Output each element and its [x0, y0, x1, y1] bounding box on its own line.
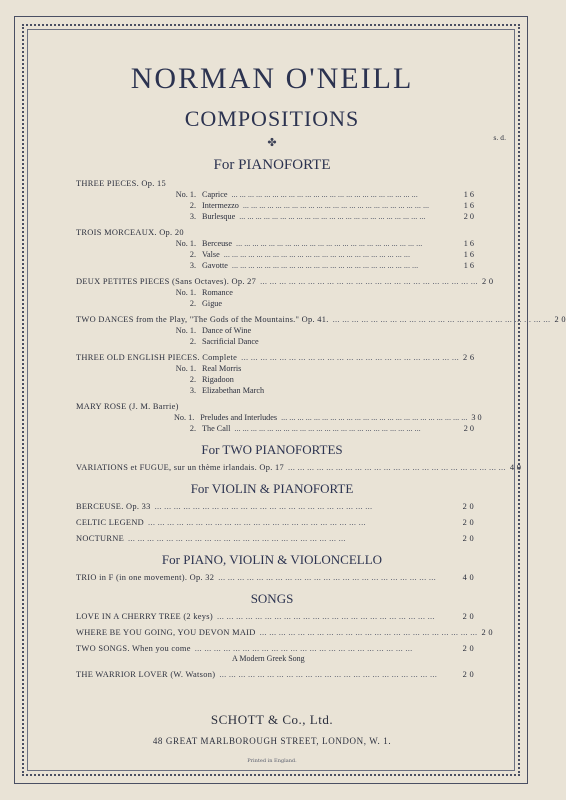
leader-dots: ... ... ... ... ... ... ... ... ... ... ... ... ... ... ... ... ... ... ... ... ... ... ...: [241, 353, 460, 362]
work-price: 4 0: [462, 573, 474, 582]
movement-title: Sacrificial Dance: [202, 337, 259, 346]
movement-number: No. 1.: [175, 326, 196, 335]
movement-row: [34, 298, 510, 309]
movement-number: 3.: [189, 212, 196, 221]
leader-dots: ... ... ... ... ... ... ... ... ... ... ... ... ... ... ... ... ... ... ... ... ... ... ...: [219, 670, 438, 679]
movement-title: Intermezzo: [202, 201, 239, 210]
movement-number: 2.: [189, 337, 196, 346]
leader-dots: ... ... ... ... ... ... ... ... ... ... ... ... ... ... ... ... ... ... ... ... ... ... ...: [194, 644, 413, 653]
work-entry: [34, 533, 510, 544]
work-price: 2 0: [462, 612, 474, 621]
work-entry: [34, 401, 510, 434]
movement-row: [34, 189, 510, 200]
work-row: [34, 401, 510, 412]
movement-title: Burlesque: [202, 212, 236, 221]
work-entry: [34, 627, 510, 638]
movement-row: [34, 287, 510, 298]
section-title: For VIOLIN & PIANOFORTE: [190, 481, 354, 496]
ornament-icon: ✤: [267, 136, 277, 149]
leader-dots: ... ... ... ... ... ... ... ... ... ... ... ... ... ... ... ... ... ... ... ... ... ... ...: [231, 190, 418, 199]
composer-name: NORMAN O'NEILL: [130, 62, 414, 95]
work-title: VARIATIONS et FUGUE, sur un thème irlandais. Op. 17: [76, 463, 284, 472]
work-entry: [34, 572, 510, 583]
movement-row: [34, 363, 510, 374]
leader-dots: ... ... ... ... ... ... ... ... ... ... ... ... ... ... ... ... ... ... ... ... ... ... ...: [259, 628, 478, 637]
publisher-address: 48 GREAT MARLBOROUGH STREET, LONDON, W. 1.: [152, 736, 392, 746]
movement-title: Rigadoon: [202, 375, 234, 384]
movement-title: Valse: [202, 250, 220, 259]
work-row: [34, 178, 510, 189]
movement-row: [34, 211, 510, 222]
work-title: THE WARRIOR LOVER (W. Watson): [76, 670, 216, 679]
movement-row: [34, 385, 510, 396]
movement-title: The Call: [202, 424, 231, 433]
leader-dots: ... ... ... ... ... ... ... ... ... ... ... ... ... ... ... ... ... ... ... ... ... ... ...: [236, 239, 423, 248]
movement-title: Caprice: [202, 190, 228, 199]
work-entry: [34, 501, 510, 512]
work-entry: [34, 643, 510, 664]
work-title: TWO SONGS. When you come: [76, 644, 191, 653]
work-row: [34, 611, 510, 622]
movement-price: 3 0: [471, 413, 482, 422]
work-price: 2 0: [481, 277, 494, 286]
movement-number: 3.: [189, 261, 196, 270]
publisher-name: SCHOTT & Co., Ltd.: [210, 712, 334, 727]
work-entry: [34, 669, 510, 680]
movement-row: [34, 336, 510, 347]
movement-number: No. 1.: [175, 190, 196, 199]
work-price: 4 0: [509, 463, 522, 472]
work-price: 2 0: [462, 518, 474, 527]
work-row: [34, 517, 510, 528]
section-title: For PIANO, VIOLIN & VIOLONCELLO: [161, 552, 383, 567]
movement-number: 3.: [189, 386, 196, 395]
leader-dots: ... ... ... ... ... ... ... ... ... ... ... ... ... ... ... ... ... ... ... ... ... ... ...: [281, 413, 468, 422]
movement-title: Real Morris: [202, 364, 242, 373]
movement-title: Gigue: [202, 299, 223, 308]
movement-number: No. 1.: [175, 239, 196, 248]
movement-price: 1 6: [463, 250, 474, 259]
movement-number: 2.: [189, 299, 196, 308]
work-entry: [34, 276, 510, 309]
movement-title: Berceuse: [202, 239, 233, 248]
movement-price: 1 6: [463, 261, 474, 270]
leader-dots: ... ... ... ... ... ... ... ... ... ... ... ... ... ... ... ... ... ... ... ... ... ... ...: [260, 277, 478, 286]
work-title: WHERE BE YOU GOING, YOU DEVON MAID: [76, 628, 256, 637]
leader-dots: ... ... ... ... ... ... ... ... ... ... ... ... ... ... ... ... ... ... ... ... ... ... ...: [239, 212, 426, 221]
movement-number: 2.: [189, 424, 196, 433]
movement-title: Elizabethan March: [202, 386, 265, 395]
movement-price: 1 6: [463, 190, 474, 199]
work-entry: [34, 227, 510, 271]
work-price: 2 0: [462, 644, 474, 653]
leader-dots: ... ... ... ... ... ... ... ... ... ... ... ... ... ... ... ... ... ... ... ... ... ... ...: [332, 315, 551, 324]
movement-title: Romance: [202, 288, 233, 297]
movement-row: [34, 260, 510, 271]
movement-number: 2.: [189, 201, 196, 210]
work-row: [34, 643, 510, 654]
work-row: [34, 276, 510, 287]
movement-row: [34, 200, 510, 211]
leader-dots: ... ... ... ... ... ... ... ... ... ... ... ... ... ... ... ... ... ... ... ... ... ... ...: [287, 463, 506, 472]
work-title: CELTIC LEGEND: [76, 518, 145, 527]
movement-row: [34, 374, 510, 385]
movement-title: Gavotte: [202, 261, 228, 270]
work-row: [34, 501, 510, 512]
work-row: [34, 627, 510, 638]
movement-row: [34, 325, 510, 336]
leader-dots: ... ... ... ... ... ... ... ... ... ... ... ... ... ... ... ... ... ... ... ... ... ... ...: [231, 261, 419, 270]
work-price: 2 0: [462, 534, 474, 543]
movement-row: [34, 238, 510, 249]
movement-price: 2 0: [463, 212, 474, 221]
work-title: TROIS MORCEAUX. Op. 20: [76, 228, 184, 237]
leader-dots: ... ... ... ... ... ... ... ... ... ... ... ... ... ... ... ... ... ... ... ... ... ... ...: [216, 612, 435, 621]
movement-number: No. 1.: [175, 364, 196, 373]
work-price: 2 0: [481, 628, 493, 637]
work-entry: [34, 517, 510, 528]
catalog: [34, 157, 566, 680]
section-title: For PIANOFORTE: [213, 157, 331, 173]
work-row: [34, 533, 510, 544]
work-title: DEUX PETITES PIECES (Sans Octaves). Op. 27: [76, 277, 257, 286]
work-price: 2 0: [554, 315, 566, 324]
work-title: NOCTURNE: [76, 534, 124, 543]
page-content: [34, 40, 566, 770]
leader-dots: ... ... ... ... ... ... ... ... ... ... ... ... ... ... ... ... ... ... ... ... ... ... ...: [218, 573, 437, 582]
work-title: TRIO in F (in one movement). Op. 32: [76, 573, 215, 582]
printed-note: Printed in England.: [247, 758, 297, 764]
leader-dots: ... ... ... ... ... ... ... ... ... ... ... ... ... ... ... ... ... ... ... ... ... ... ...: [128, 534, 346, 543]
movement-title: Dance of Wine: [202, 326, 252, 335]
work-title: THREE OLD ENGLISH PIECES. Complete: [76, 353, 238, 362]
work-row: [34, 227, 510, 238]
work-row: [34, 462, 522, 473]
work-entry: [34, 352, 510, 396]
work-title: THREE PIECES. Op. 15: [76, 179, 166, 188]
movement-price: 1 6: [463, 201, 474, 210]
leader-dots: ... ... ... ... ... ... ... ... ... ... ... ... ... ... ... ... ... ... ... ... ... ... ...: [234, 424, 421, 433]
leader-dots: ... ... ... ... ... ... ... ... ... ... ... ... ... ... ... ... ... ... ... ... ... ... ...: [154, 502, 373, 511]
movement-row: [34, 423, 510, 434]
section-title: SONGS: [250, 591, 294, 606]
work-entry: [34, 314, 566, 347]
movement-title: Preludes and Interludes: [200, 413, 278, 422]
work-entry: [34, 611, 510, 622]
currency-header: s. d.: [493, 135, 506, 142]
work-title: BERCEUSE. Op. 33: [76, 502, 151, 511]
movement-row: [34, 412, 510, 423]
work-row: [34, 352, 510, 363]
work-price: 2 0: [462, 670, 474, 679]
movement-number: No. 1.: [175, 288, 196, 297]
movement-row: [34, 249, 510, 260]
movement-number: No. 1.: [174, 413, 195, 422]
movement-number: 2.: [189, 375, 196, 384]
movement-number: 2.: [189, 250, 196, 259]
page-heading: COMPOSITIONS: [184, 106, 360, 131]
work-entry: [34, 178, 510, 222]
work-title: MARY ROSE (J. M. Barrie): [76, 402, 179, 411]
work-entry: [34, 462, 522, 473]
work-price: 2 6: [463, 353, 475, 362]
work-row: [34, 572, 510, 583]
leader-dots: ... ... ... ... ... ... ... ... ... ... ... ... ... ... ... ... ... ... ... ... ... ... ...: [242, 201, 430, 210]
work-row: [34, 669, 510, 680]
work-title: TWO DANCES from the Play, "The Gods of the Mountains." Op. 41.: [76, 315, 329, 324]
work-price: 2 0: [462, 502, 474, 511]
leader-dots: ... ... ... ... ... ... ... ... ... ... ... ... ... ... ... ... ... ... ... ... ... ... ...: [223, 250, 410, 259]
song-subtitle: A Modern Greek Song: [232, 654, 305, 663]
movement-price: 1 6: [463, 239, 474, 248]
movement-price: 2 0: [463, 424, 474, 433]
section-title: For TWO PIANOFORTES: [201, 442, 343, 457]
leader-dots: ... ... ... ... ... ... ... ... ... ... ... ... ... ... ... ... ... ... ... ... ... ... ...: [148, 518, 366, 527]
work-title: LOVE IN A CHERRY TREE (2 keys): [76, 612, 213, 621]
work-row: [34, 314, 566, 325]
